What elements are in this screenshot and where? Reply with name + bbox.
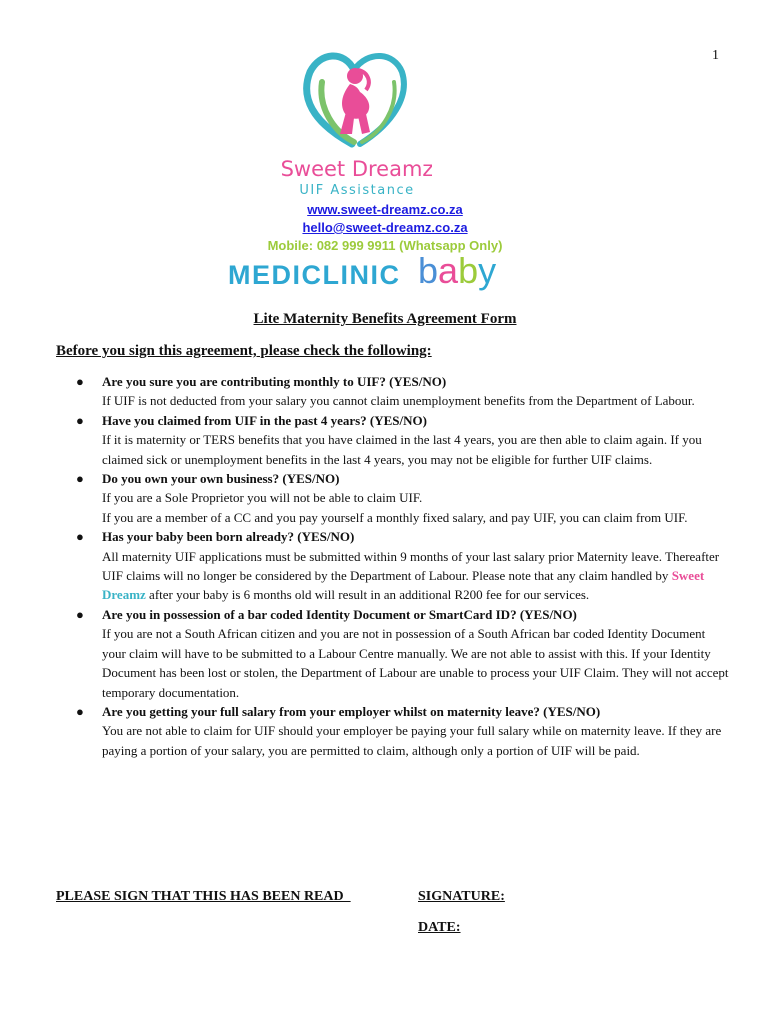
contact-block [0,201,770,255]
question: Are you in possession of a bar coded Identity Document or SmartCard ID? (YES/NO) [102,606,577,622]
answer-post: after your baby is 6 months old will result in an additional R200 fee for our services. [145,587,590,603]
date-label[interactable]: DATE: [418,920,461,935]
bullet-icon: ● [76,412,84,428]
question: Do you own your own business? (YES/NO) [102,471,340,487]
brand-dreamz: Dreamz [102,587,146,603]
baby-letter: b [418,250,439,291]
intro-heading: Before you sign this agreement, please check the following: [56,343,432,359]
heart-mother-icon [282,42,432,200]
bullet-icon: ● [76,529,84,545]
answer: You are not able to claim for UIF should your employer be paying your full salary while on maternity leave. If they are paying a portion of your salary, you are permitted to claim, although only a portion of UIF will be paid. [102,723,722,758]
brand-sweet: Sweet [671,568,705,584]
bullet-icon: ● [76,374,84,389]
signature-label[interactable]: SIGNATURE: [418,889,505,904]
checklist [56,372,730,760]
baby-letter: y [478,250,497,291]
sweet-dreamz-logo [282,42,432,200]
answer [102,547,730,605]
answer: If you are not a South African citizen and you are not in possession of a South African bar coded Identity Document your claim will have to be submitted to a Labour Centre manually. We are not able to assist with this. If your Identity Document has been lost or stolen, the Department of Labour are unable to process your UIF Claim. They will not accept temporary documentation. [102,626,729,700]
list-item [56,411,730,469]
brand-tagline: UIF Assistance [299,183,415,198]
list-item [56,605,730,702]
website-link[interactable]: www.sweet-dreamz.co.za [307,202,463,217]
question: Has your baby been born already? (YES/NO) [102,529,355,545]
answer-line: If you are a member of a CC and you pay yourself a monthly fixed salary, and pay UIF, you can claim from UIF. [102,509,688,525]
bullet-icon: ● [76,606,84,622]
brand-name: Sweet Dreamz [282,157,432,181]
question: Have you claimed from UIF in the past 4 years? (YES/NO) [102,412,427,428]
answer-pre: All maternity UIF applications must be submitted within 9 months of your last salary prior Maternity leave. Thereafter UIF claims will no longer be considered by the Department of Labour. Please note that any claim handled by [102,548,720,584]
page-number: 1 [712,48,719,63]
list-item [56,372,730,411]
mediclinic-baby-logo [228,250,518,296]
email-link[interactable]: hello@sweet-dreamz.co.za [302,220,468,235]
bullet-icon: ● [76,703,84,719]
mobile-number: Mobile: 082 999 9911 (Whatsapp Only) [267,238,503,253]
baby-letters [418,250,496,291]
list-item [56,469,730,527]
answer: If it is maternity or TERS benefits that you have claimed in the last 4 years, you are then able to claim again. If you claimed sick or unemployment benefits in the last 4 years, you may not be eligible for further UIF claims. [102,432,702,467]
question: Are you getting your full salary from your employer whilst on maternity leave? (YES/NO) [102,703,601,719]
list-item [56,702,730,760]
answer: If UIF is not deducted from your salary you cannot claim unemployment benefits from the Department of Labour. [102,393,695,409]
form-title: Lite Maternity Benefits Agreement Form [253,311,517,327]
mediclinic-wordmark: MEDICLINIC [228,260,401,290]
baby-wordmark [418,250,496,292]
baby-letter: a [438,250,459,291]
please-sign-label: PLEASE SIGN THAT THIS HAS BEEN READ [56,889,351,904]
bullet-icon: ● [76,471,84,487]
baby-letter: b [458,250,479,291]
answer-line: If you are a Sole Proprietor you will not be able to claim UIF. [102,490,423,506]
question: Are you sure you are contributing monthly to UIF? (YES/NO) [102,374,447,389]
list-item [56,527,730,605]
